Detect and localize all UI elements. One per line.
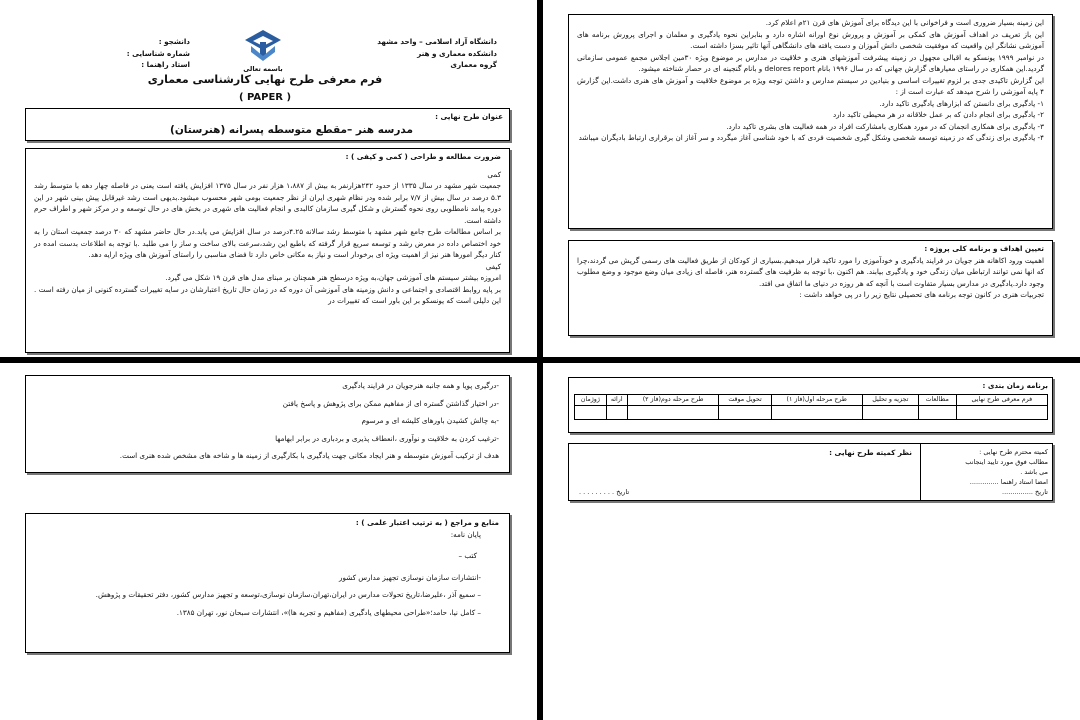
necessity-para-1: جمعیت شهر مشهد در سال ۱۳۳۵ از حدود ۲۴۲هزارنفر به بیش از ۱،۸۸۷ هزار نفر در سال ۱۳۷۵ افزایش یافته است یعنی در فاصله چهار دهه با متوسط رشد ۵.۳ درصد در سال بیش از ۷/۷ برابر شده ودر نظام شهری ایران از نظر جمعیت بومی شهر محسوب میشود.بدیهی است رشد غیرقابل پیش بینی شهر در این دوره پیامد نامطلوبی روی نحوه گسترش و شکل گیری سازمان کالبدی و انجام فعالیت های شهری در بخش های در حال توسعه و در مرکز شهر و اطراف حرم داشته است. [34,181,501,225]
reference-item-2: – سمیع آذر ،علیرضا،تاریخ تحولات مدارس در ایران،تهران،سازمان نوسازی،توسعه و تجهیز مدارس کشور، دفتر تحقیقات و پژوهش. [95,590,481,599]
pillar-item-2: ۲- یادگیری برای انجام دادن که بر عمل خلاقانه در هر محیطی تاکید دارد [832,110,1044,119]
goals-label: تعیین اهداف و برنامه کلی پروژه : [924,244,1044,253]
intro-line-2: این باز تعریف در اهداف آموزش های کمکی بر آموزش و پرورش نوع اورانه اشاره دارد و بنابراین نحوه یادگیری و معلمان و اجرای پرورش برنامه های آموزشی نشانگر این واقعیت که موفقیت شخصی دانش آموزان و دست یافته های دانشگاهی آنها تاثیر بسزا داشته است. [577,29,1044,50]
schedule-cell[interactable] [862,405,918,419]
page-top-right [543,0,1080,357]
header-line-1: دانشگاه آزاد اسلامی – واحد مشهد [377,37,497,46]
student-fields [100,36,190,71]
schedule-cell[interactable] [918,405,956,419]
pillar-item-4: ۴- یادگیری برای زندگی که در زمینه توسعه شخصی وشکل گیری شخصیت فردی که با خود شناسی آغاز میگردد و سر آغاز ان برقراری ارتباط بادیگران میباشد [578,133,1044,142]
intro-box [568,14,1053,229]
advisor-signature-line[interactable]: امضا استاد راهنما .............. [969,478,1048,486]
outcome-1: -درگیری پویا و همه جانبه هنرجویان در فرایند یادگیری [342,381,499,390]
pillar-item-1: ۱- یادگیری برای دانستن که ابزارهای یادگیری تاکید دارد. [879,98,1044,108]
outcome-4: -ترغیب کردن به خلاقیت و نوآوری ،انعطاف پذیری و بردباری در برابر ابهامها [275,433,499,443]
page-bottom-right [543,363,1080,720]
outcomes-box [25,375,510,473]
schedule-box [568,377,1053,433]
schedule-col-3: تجزیه و تحلیل [862,394,918,405]
reference-thesis: پایان نامه: [450,529,481,539]
committee-label: نظر کمیته طرح نهایی : [829,448,912,457]
committee-box [568,443,1053,501]
schedule-cell[interactable] [719,405,771,419]
student-label: دانشجو : [158,37,190,46]
schedule-cell[interactable] [606,405,627,419]
references-box [25,513,510,653]
necessity-label: ضرورت مطالعه و طراحی ( کمی و کیفی ) : [345,152,501,161]
schedule-col-8: ژوژمان [575,394,607,405]
necessity-para-3: امروزه بیشتر سیستم های آموزشی جهان،به ویژه درسطح هنر همچنان بر مبنای مدل های قرن ۱۹ شکل می گیرد. [165,273,501,282]
reference-books: کتب – [458,551,477,560]
advisor-approval [920,444,1052,500]
schedule-col-5: تحویل موقت [719,394,771,405]
schedule-cell[interactable] [575,405,607,419]
schedule-label: برنامه زمان بندی : [982,381,1048,390]
final-title-label: عنوان طرح نهایی : [435,112,503,121]
paper-label: ( PAPER ) [238,92,292,103]
necessity-para-4: بر پایه روابط اقتصادی و اجتماعی و دانش وزمینه های آموزشی آن دوره که در زمان حال تاریخ اعتبارشان در سایه تغییرات گسترده کنونی از میان رفته است . این دلیلی است که یونسکو بر این باور است که تغییرات در [34,284,501,305]
page-bottom-left [0,363,537,720]
reference-item-3: – کامل نیا، حامد؛«طراحی محیطهای یادگیری (مفاهیم و تجربه ها)»، انتشارات سبحان نور، تهران ۱۳۸۵. [176,607,481,617]
approval-line-3: می باشد . [1020,468,1048,476]
schedule-col-2: مطالعات [918,394,956,405]
final-title-value: مدرسه هنر –مقطع متوسطه پسرانه (هنرستان) [170,123,413,136]
necessity-para-2: بر اساس مطالعات طرح جامع شهر مشهد با متوسط رشد سالانه ۴.۲۵درصد در سال افزایش می یابد.در حال حاضر مشهد که ۳۰ درصد جمعیت استان را به خود اختصاص داده در معرض رشد و توسعه سریع قرار گرفته که باطبع این رشد،سرعت بالای ساخت و ساز را می طلبد .با توجه به اطلاعات بدست امده در کنار دیگر امورها هنر نیز از اهمیت ویژه ای برخودار است و نیاز به مکانی خاص دارد تا فضای مناسبی را راستای آموزش های ویژه ارایه دهد. [34,227,501,259]
schedule-col-1: فرم معرفی طرح نهایی [956,394,1047,405]
goals-para-2: تجربیات هنری در کانون توجه برنامه های تحصیلی نتایج زیر را در پی خواهد داشت : [799,290,1044,299]
necessity-box [25,148,510,353]
logo-caption: باسمه تعالی [243,65,283,73]
advisor-label: استاد راهنما : [141,60,190,69]
approval-line-1: کمیته محترم طرح نهایی : [979,448,1048,456]
approval-line-2: مطالب فوق مورد تایید اینجانب [965,458,1048,466]
outcome-goal: هدف از ترکیب آموزش متوسطه و هنر ایجاد مکانی جهت یادگیری با بکارگیری از زمینه ها و شاخه های مشخص شده هنری است. [119,451,499,460]
header-line-3: گروه معماری [450,60,497,69]
qual-heading: کیفی [485,261,501,271]
outcome-2: -در اختیار گذاشتن گستره ای از مفاهیم ممکن برای پژوهش و پاسخ یافتن [282,398,499,408]
schedule-cell[interactable] [956,405,1047,419]
university-logo [243,28,283,62]
quant-heading: کمی [487,169,501,179]
intro-line-3: در نوامبر ۱۹۹۹ یونسکو به اقبالی مجهول در زمینه پیشرفت آموزشهای هنری و خلاقیت در مدارس بر موضوع ویژه ۳۰مین اجلاس مجمع عمومی سازمانی گردید.این همکاری در راستای معیارهای گزارش جهانی که در سال ۱۹۹۶ بانام delores report و بانام گنجینه ای در حصار شناخته میشود. [577,52,1044,73]
form-title: فرم معرفی طرح نهایی کارشناسی معماری [147,73,383,86]
header-line-2: دانشکده معماری و هنر [417,48,497,58]
schedule-cell[interactable] [771,405,862,419]
intro-line-1: این زمینه بسیار ضروری است و فراخوانی با این دیدگاه برای آموزش های قرن ۲۱م اعلام کرد. [765,18,1044,27]
schedule-cell[interactable] [627,405,719,419]
final-title-box [25,108,510,141]
intro-line-4: این گزارش تاکیدی جدی بر لزوم تغییرات اساسی و بنیادین در سیستم مدارس و داشتن توجه ویژه بر موضوع خلاقیت و آموزش های هنری داشت.این گزارش ۴ پایه آموزشی را شرح میدهد که عبارت است از : [577,75,1044,96]
page-top-left [0,0,537,357]
outcome-3: -به چالش کشیدن باورهای کلیشه ای و مرسوم [361,416,499,425]
pillar-item-3: ۳- یادگیری برای همکاری انجمان که در مورد همکاری بامشارکت افراد در همه فعالیت های بشری تاکید دارد. [726,121,1044,131]
approval-date-line[interactable]: تاریخ ............... [1002,488,1048,496]
student-id-label: شماره شناسایی : [126,48,190,58]
schedule-col-7: ارائه [606,394,627,405]
committee-date[interactable]: تاریخ . . . . . . . . . [579,488,630,496]
references-label: منابع و مراجع ( به ترتیب اعتبار علمی ) : [355,518,499,527]
goals-para-1: اهمیت ورود اکاهانه هنر جویان در فرایند یادگیری و خودآموزی را مورد تاکید قرار میدهیم.بسیاری از کودکان از طریق فعالیت های رسمی گریش می گردند،چرا که انها نمی توانند ارتباطی میان زندگی خود و یادگیری بیابند. هم اکنون ،با توجه به ظرفیت های گسترده هنر، فاصله ای زیادی میان وضع موجود و وضع مطلوب وجود دارد.یادگیری در مدارس بسیار متفاوت است با آنچه که هر روزه در دنیای ما اتفاق می افتد. [577,255,1044,288]
goals-box [568,240,1053,336]
schedule-col-6: طرح مرحله دوم(فاز ۲) [627,394,719,405]
schedule-col-4: طرح مرحله اول(فاز ۱) [771,394,862,405]
schedule-table [574,394,1048,420]
reference-item-1: -انتشارات سازمان نوسازی تجهیز مدارس کشور [338,572,481,582]
university-header [347,36,497,71]
